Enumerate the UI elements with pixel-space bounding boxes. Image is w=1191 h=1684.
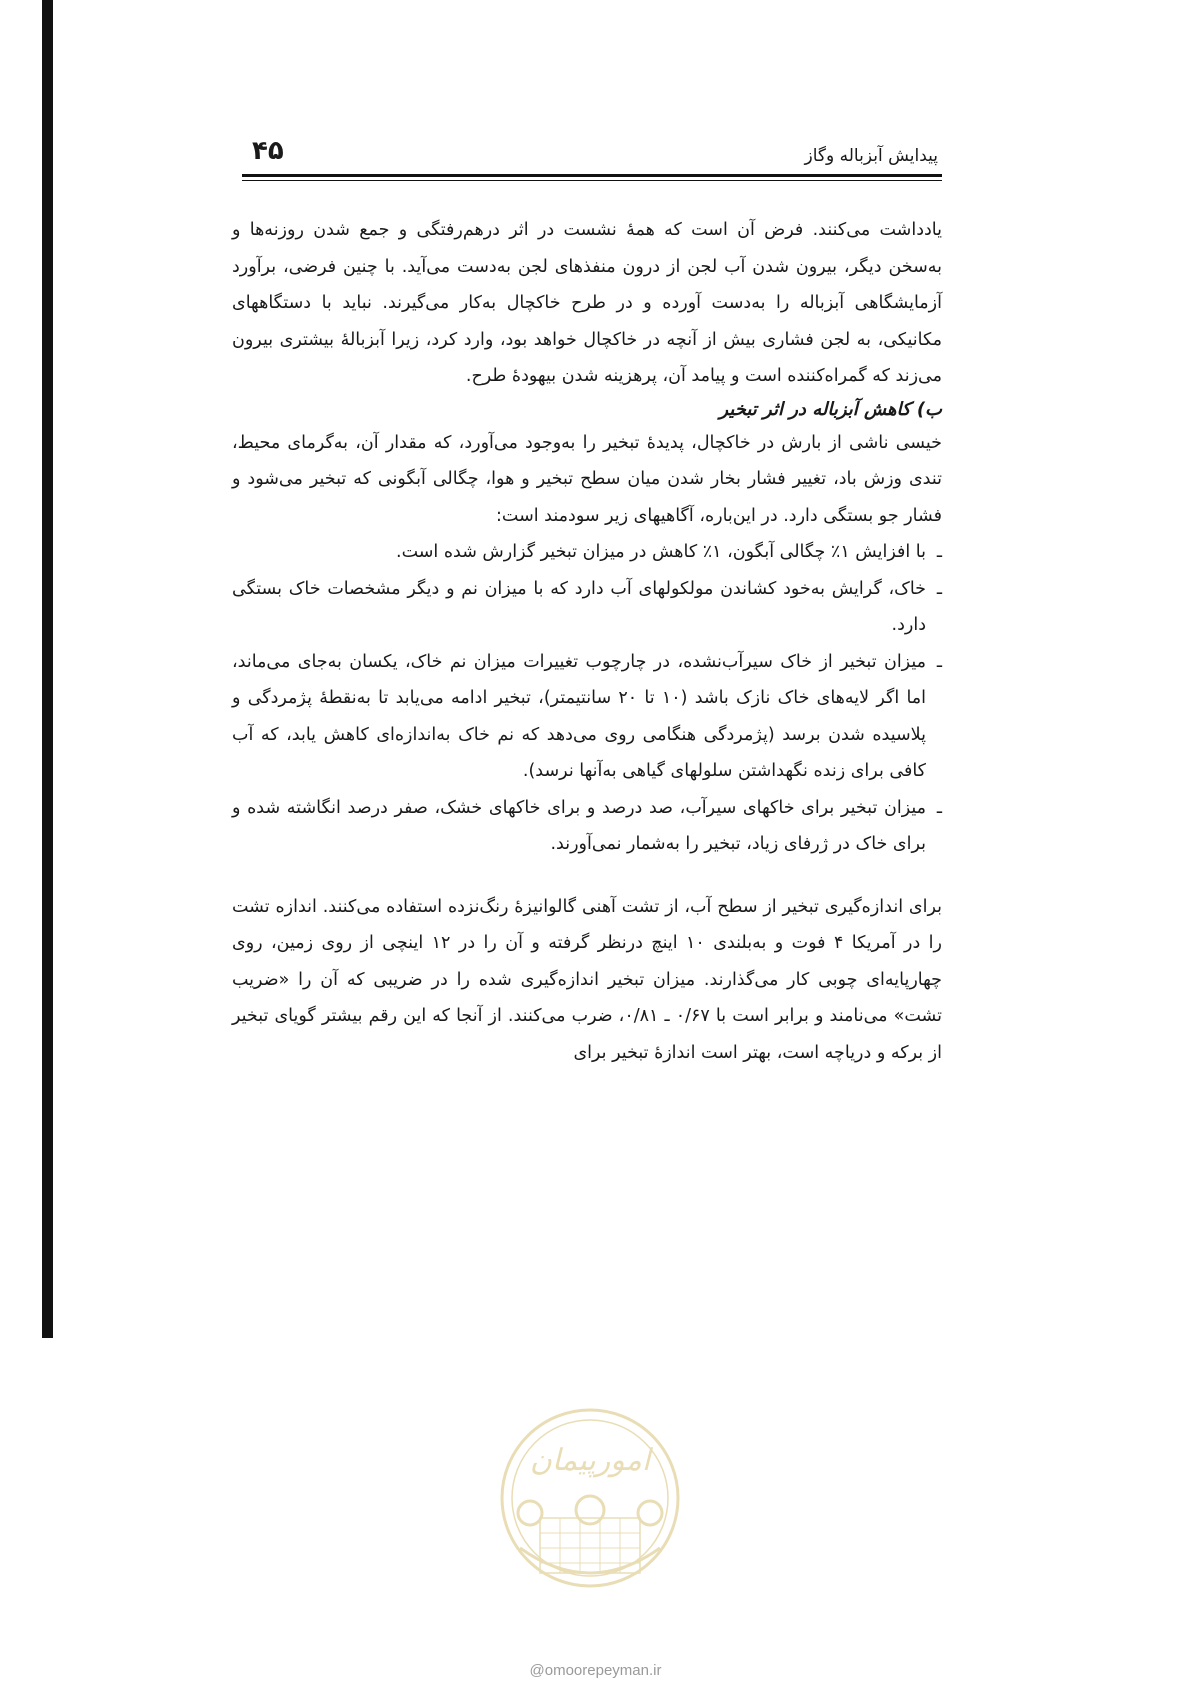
running-title: پیدایش آبزباله وگاز <box>804 146 938 166</box>
watermark-logo-text: امورپیمان <box>529 1443 651 1478</box>
list-item-text: میزان تبخیر از خاک سیرآب‌نشده، در چارچوب تغییرات میزان نم خاک، یکسان به‌جای می‌ماند، اما اگر لایه‌های خاک نازک باشد (۱۰ تا ۲۰ سانتیمتر)، تبخیر ادامه می‌یابد تا به‌نقطهٔ پژمردگی و پلاسیده شدن برسد (پژمردگی هنگامی روی می‌دهد که نم خاک به‌اندازه‌ای کاهش یابد، که آب کافی برای زنده نگهداشتن سلولهای گیاهی به‌آنها نرسد). <box>232 651 927 781</box>
bullet-dash: ـ <box>936 797 942 818</box>
bullet-dash: ـ <box>936 578 942 599</box>
paragraph-1: یادداشت می‌کنند. فرض آن است که همهٔ نشست در اثر درهم‌رفتگی و جمع شدن روزنه‌ها و به‌سخن دیگر، بیرون شدن آب لجن از درون منفذهای لجن به‌دست می‌آید. با چنین فرضی، برآورد آزمایشگاهی آبزباله را به‌دست آورده و در طرح خاکچال به‌کار می‌گیرند. نباید با دستگاههای مکانیکی، به لجن فشاری بیش از آنچه در خاکچال خواهد بود، وارد کرد، زیرا آبزبالهٔ بیشتری بیرون می‌زند که گمراه‌کننده است و پیامد آن، پرهزینه شدن بیهودهٔ طرح. <box>232 220 942 386</box>
bullet-dash: ـ <box>936 542 942 562</box>
bullet-list <box>232 534 942 863</box>
page-number: ۴۵ <box>252 136 284 166</box>
section-heading: ب) کاهش آبزباله در اثر تبخیر <box>719 398 942 420</box>
list-item <box>232 644 942 790</box>
paragraph-3: برای اندازه‌گیری تبخیر از سطح آب، از تشت آهنی گالوانیزهٔ رنگ‌نزده استفاده می‌کنند. اندازه تشت را در آمریکا ۴ فوت و به‌بلندی ۱۰ اینچ درنظر گرفته و آن را در ۱۲ اینچی از روی زمین، روی چهارپایه‌ای چوبی کار می‌گذارند. میزان تبخیر اندازه‌گیری شده را در ضریبی که آن را «ضریب تشت» می‌نامند و برابر است با ۰/۶۷ ـ ۰/۸۱، ضرب می‌کنند. از آنجا که این رقم بیشتر گویای تبخیر از برکه و دریاچه است، بهتر است اندازهٔ تبخیر برای <box>232 896 942 1063</box>
list-item <box>232 571 942 644</box>
list-item <box>232 534 942 571</box>
page-header <box>242 130 942 190</box>
header-rule-thin <box>242 180 942 181</box>
watermark-url: @omoorepeyman.ir <box>529 1662 662 1679</box>
binding-edge-bar <box>42 0 53 1338</box>
bullet-dash: ـ <box>936 651 942 672</box>
list-item <box>232 790 942 863</box>
list-item-text: خاک، گرایش به‌خود کشاندن مولکولهای آب دارد که با میزان نم و دیگر مشخصات خاک بستگی دارد. <box>232 578 926 635</box>
watermark-logo <box>490 1398 690 1628</box>
header-rule-thick <box>242 174 942 177</box>
list-item-text: با افزایش ۱٪ چگالی آبگون، ۱٪ کاهش در میزان تبخیر گزارش شده است. <box>396 542 926 562</box>
paragraph-2: خیسی ناشی از بارش در خاکچال، پدیدهٔ تبخیر را به‌وجود می‌آورد، که مقدار آن، به‌گرمای محیط، تندی وزش باد، تغییر فشار بخار شدن میان سطح تبخیر و هوا، چگالی آبگونی که تبخیر می‌شود و فشار جو بستگی دارد. در این‌باره، آگاهیهای زیر سودمند است: <box>232 432 942 526</box>
page-body <box>232 212 942 1071</box>
list-item-text: میزان تبخیر برای خاکهای سیرآب، صد درصد و برای خاکهای خشک، صفر درصد انگاشته شده و برای خاک در ژرفای زیاد، تبخیر را به‌شمار نمی‌آورند. <box>232 797 926 854</box>
